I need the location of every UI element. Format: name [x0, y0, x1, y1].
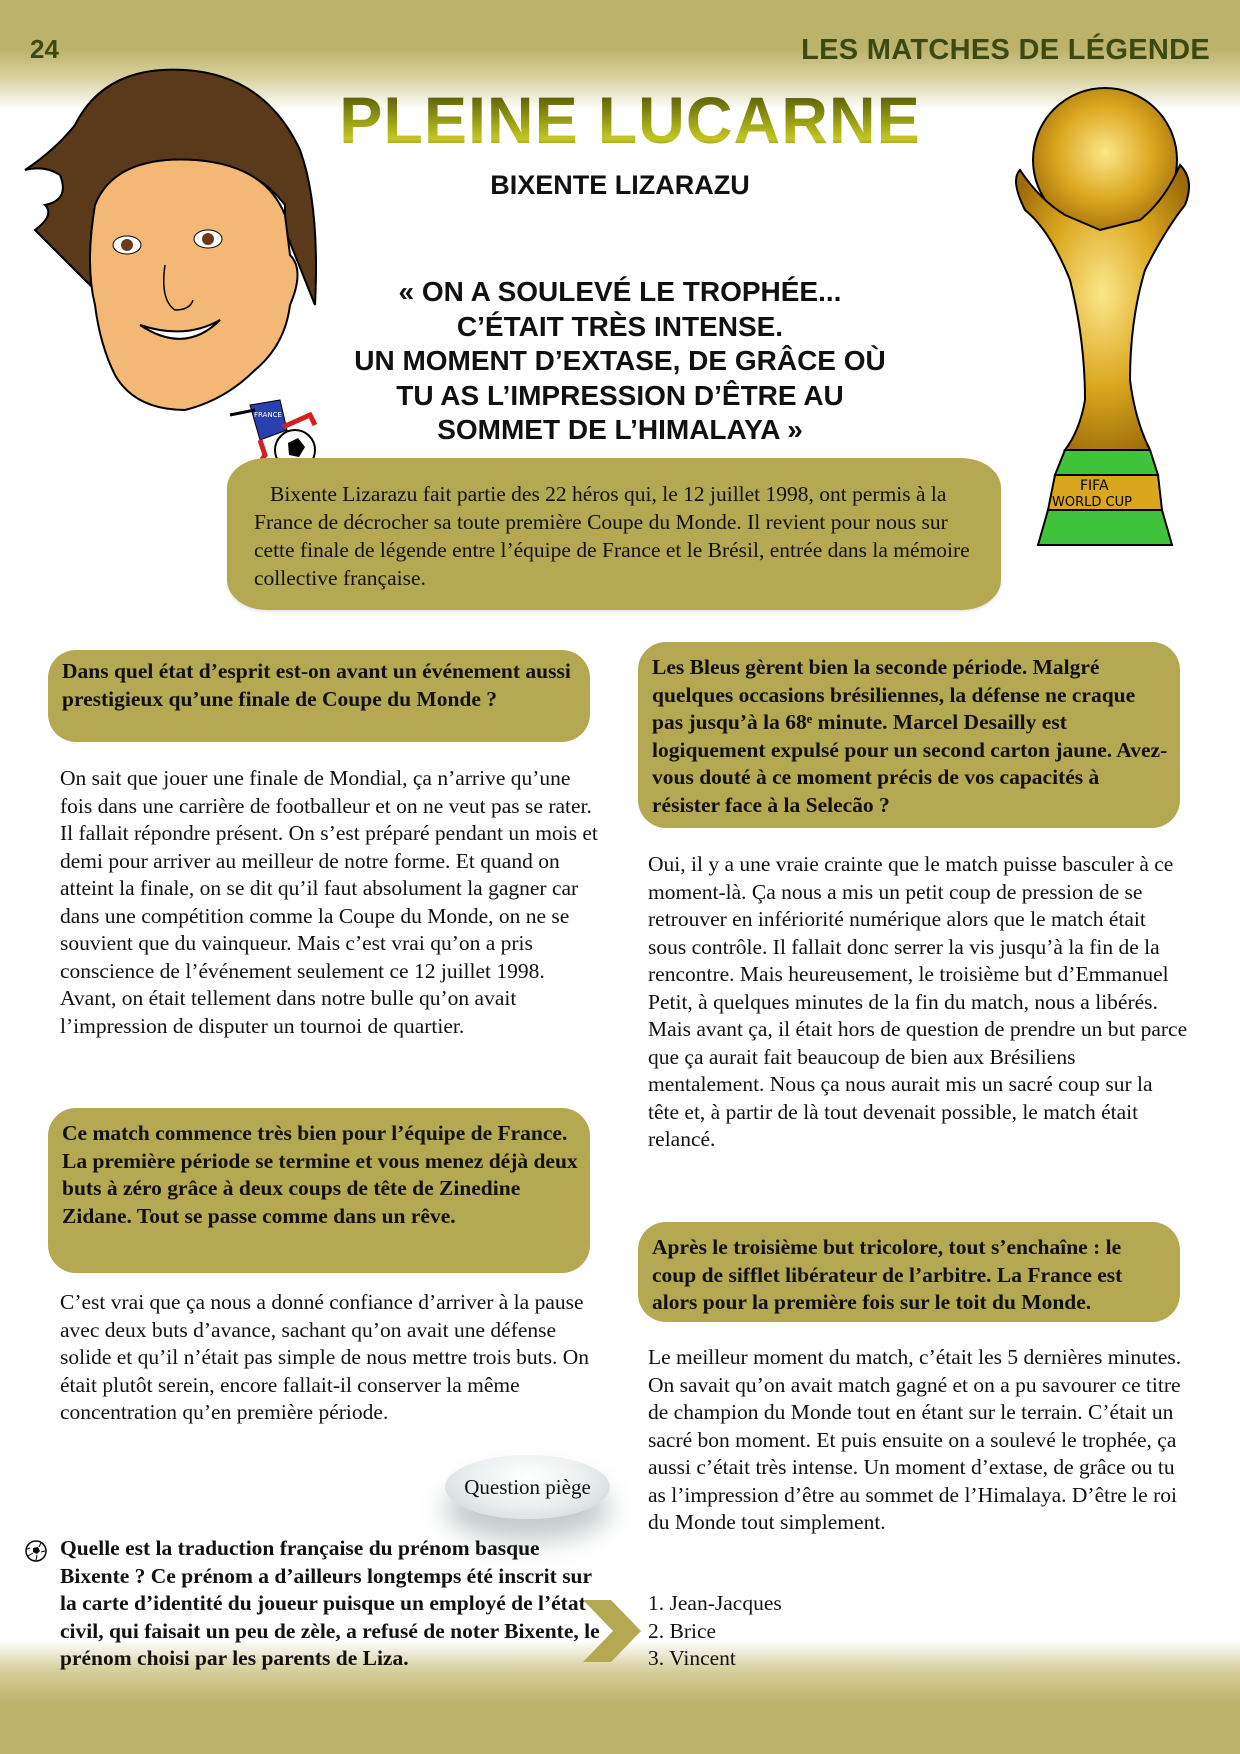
- pull-quote-line: UN MOMENT D’EXTASE, DE GRÂCE OÙ: [354, 345, 886, 376]
- pull-quote: [300, 275, 940, 448]
- answer-text: Le meilleur moment du match, c’était les 5 dernières minutes. On savait qu’on avait match gagné et on a pu savourer ce titre de champion du Monde tout en étant sur le terrain. C’était un sacré bon moment. Et puis ensuite on a soulevé le trophée, ça aussi c’était très intense. Un moment d’extase, de grâce ou tu as l’impression d’être au sommet de l’Himalaya. D’être le roi du Monde tout simplement.: [648, 1345, 1182, 1534]
- intro-text: Bixente Lizarazu fait partie des 22 héros qui, le 12 juillet 1998, ont permis à la France de décrocher sa toute première Coupe du Monde. Il revient pour nous sur cette finale de légende entre l’équipe de France et le Brésil, entrée dans la mémoire collective française.: [254, 482, 970, 590]
- world-cup-trophy-illustration: [990, 80, 1210, 590]
- question-box: [48, 1108, 590, 1273]
- chevron-right-icon: [583, 1600, 641, 1662]
- answer-option: 3. Vincent: [648, 1646, 736, 1670]
- answer-text: Oui, il y a une vraie crainte que le match puisse basculer à ce moment-là. Ça nous a mis un petit coup de pression de se retrouver en infériorité numérique alors que le match était sous contrôle. Il fallait donc serrer la vis jusqu’à la fin de la rencontre. Mais heureusement, le troisième but d’Emmanuel Petit, à quelques minutes de la fin du match, nous a libérés. Mais avant ça, il était hors de question de prendre un but parce que ça aurait fait beaucoup de bien aux Brésiliens mentalement. Nous ça nous aurait mis un sacré coup sur la tête et, à partir de là tout devenait possible, le match était relancé.: [648, 852, 1188, 1151]
- caricature-illustration: [15, 55, 335, 475]
- question-box: [48, 650, 590, 742]
- pull-quote-line: TU AS L’IMPRESSION D’ÊTRE AU: [396, 379, 844, 411]
- soccer-ball-icon: [25, 1540, 47, 1562]
- article-title: PLEINE LUCARNE: [307, 82, 954, 158]
- answer-option: 1. Jean-Jacques: [648, 1591, 782, 1615]
- question-text: Après le troisième but tricolore, tout s’enchaîne : le coup de sifflet libérateur de l’arbitre. La France est alors pour la première fois sur le toit du Monde.: [652, 1235, 1123, 1314]
- article-subtitle: BIXENTE LIZARAZU: [490, 170, 750, 200]
- intro-box: [227, 458, 1001, 610]
- answer-text: C’est vrai que ça nous a donné confiance d’arriver à la pause avec deux buts d’avance, sachant qu’on avait une défense solide et qu’il n’était pas simple de nous mettre trois buts. On était plutôt serein, encore fallait-il conserver la même concentration qu’en première période.: [60, 1290, 590, 1424]
- pull-quote-line: C’ÉTAIT TRÈS INTENSE.: [456, 310, 784, 342]
- question-box: [638, 1222, 1180, 1322]
- svg-text:FIFA: FIFA: [1080, 478, 1109, 494]
- svg-text:FRANCE 98': FRANCE 98': [254, 411, 295, 419]
- pull-quote-line: « ON A SOULEVÉ LE TROPHÉE...: [398, 276, 842, 307]
- pull-quote-line: SOMMET DE L’HIMALAYA »: [437, 414, 803, 445]
- question-box: [638, 642, 1180, 828]
- answer-option: 2. Brice: [648, 1618, 717, 1643]
- svg-text:WORLD CUP: WORLD CUP: [1052, 495, 1132, 510]
- question-text: Les Bleus gèrent bien la seconde période. Malgré quelques occasions brésiliennes, la défense ne craque pas jusqu’à la 68ᵉ minute. Marcel Desailly est logiquement expulsé pour un second carton jaune. Avez-vous douté à ce moment précis de vos capacités à résister face à la Selecão ?: [652, 655, 1168, 817]
- page-number: 24: [30, 34, 59, 64]
- trick-question-text: Quelle est la traduction française du prénom basque Bixente ? Ce prénom a d’ailleurs longtemps été inscrit sur la carte d’identité du joueur puisque un employé de l’état civil, qui faisait un peu de zèle, a refusé de noter Bixente, le prénom choisi par les parents de Liza.: [60, 1536, 600, 1670]
- answer-text: On sait que jouer une finale de Mondial, ça n’arrive qu’une fois dans une carrière de footballeur et on ne veut pas se rater. Il fallait répondre présent. On s’est préparé pendant un mois et demi pour arriver au meilleur de notre forme. Et quand on atteint la finale, on se dit qu’il faut absolument la gagner car dans une compétition comme la Coupe du Monde, on ne se souvient que du vainqueur. Mais c’est vrai qu’on a pris conscience de l’événement seulement ce 12 juillet 1998. Avant, on était tellement dans notre bulle qu’on avait l’impression de disputer un tournoi de quartier.: [60, 766, 598, 1038]
- question-text: Dans quel état d’esprit est-on avant un événement aussi prestigieux qu’une finale de Coupe du Monde ?: [62, 659, 571, 711]
- answer-options: [648, 1590, 782, 1673]
- section-title: LES MATCHES DE LÉGENDE: [801, 34, 1210, 66]
- trick-question-bubble: Question piège: [445, 1455, 610, 1519]
- question-text: Ce match commence très bien pour l’équipe de France. La première période se termine et vous menez déjà deux buts à zéro grâce à deux coups de tête de Zinedine Zidane. Tout se passe comme dans un rêve.: [62, 1121, 578, 1228]
